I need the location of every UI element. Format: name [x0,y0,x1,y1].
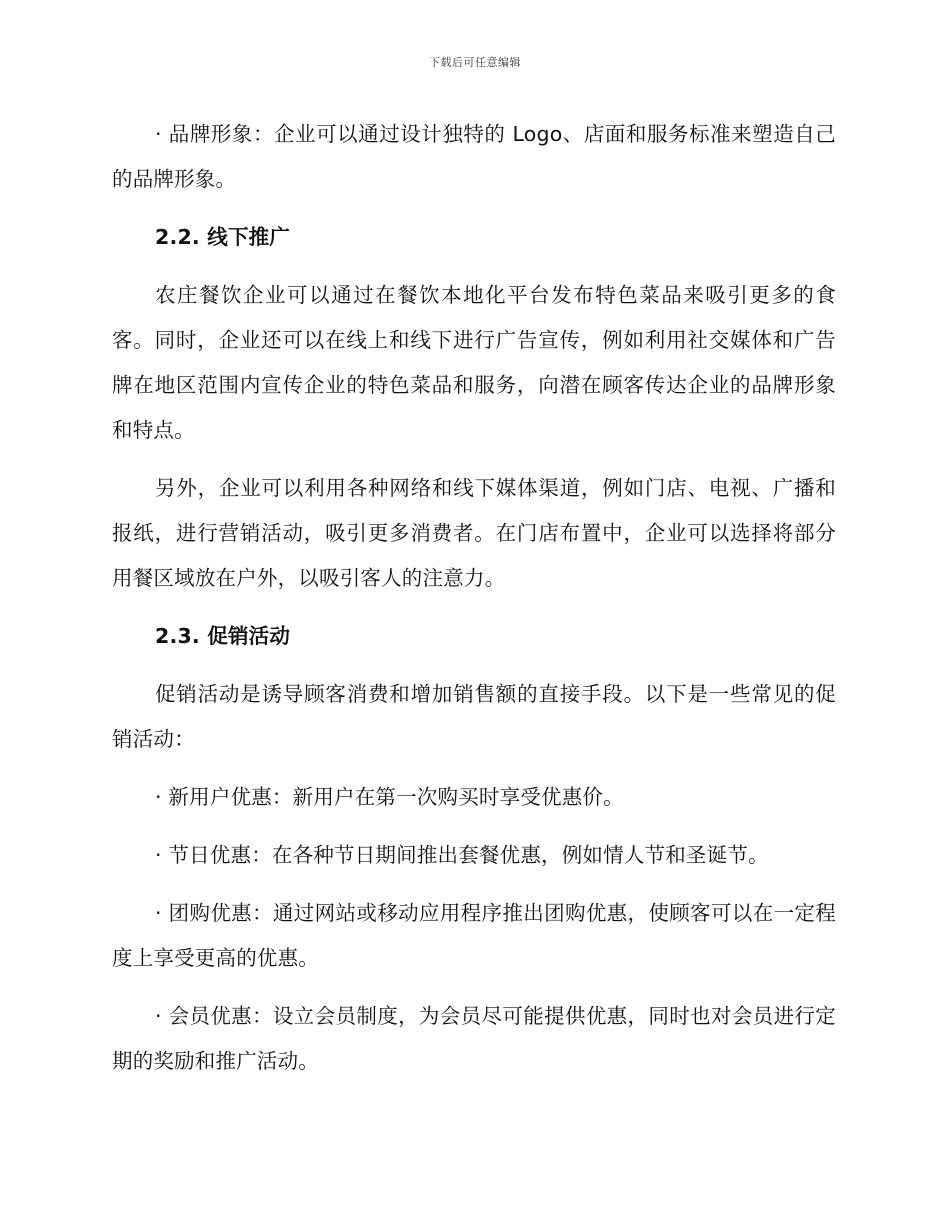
section-heading-promotions: 2.3. 促销活动 [155,624,291,648]
paragraph-offline-promotion-1: 农庄餐饮企业可以通过在餐饮本地化平台发布特色菜品来吸引更多的食客。同时，企业还可以在线上和线下进行广告宣传，例如利用社交媒体和广告牌在地区范围内宣传企业的特色菜品和服务，向潜在顾客传达企业的品牌形象和特点。 [112,283,836,442]
page-header: 下载后可任意编辑 [429,56,521,69]
list-item-new-user-discount: · 新用户优惠：新用户在第一次购买时享受优惠价。 [155,785,624,809]
paragraph-offline-promotion-2: 另外，企业可以利用各种网络和线下媒体渠道，例如门店、电视、广播和报纸，进行营销活动，吸引更多消费者。在门店布置中，企业可以选择将部分用餐区域放在户外，以吸引客人的注意力。 [112,476,836,590]
paragraph-brand-image: · 品牌形象：企业可以通过设计独特的 Logo、店面和服务标准来塑造自己的品牌形象。 [112,122,836,191]
list-item-member-discount: · 会员优惠：设立会员制度，为会员尽可能提供优惠，同时也对会员进行定期的奖励和推广活动。 [112,1004,836,1073]
list-item-holiday-discount: · 节日优惠：在各种节日期间推出套餐优惠，例如情人节和圣诞节。 [155,843,769,867]
section-heading-offline-promotion: 2.2. 线下推广 [155,225,291,249]
list-item-group-buy-discount: · 团购优惠：通过网站或移动应用程序推出团购优惠，使顾客可以在一定程度上享受更高的优惠。 [112,901,836,970]
paragraph-promotions-intro: 促销活动是诱导顾客消费和增加销售额的直接手段。以下是一些常见的促销活动： [112,682,836,751]
document-body [112,112,836,1084]
